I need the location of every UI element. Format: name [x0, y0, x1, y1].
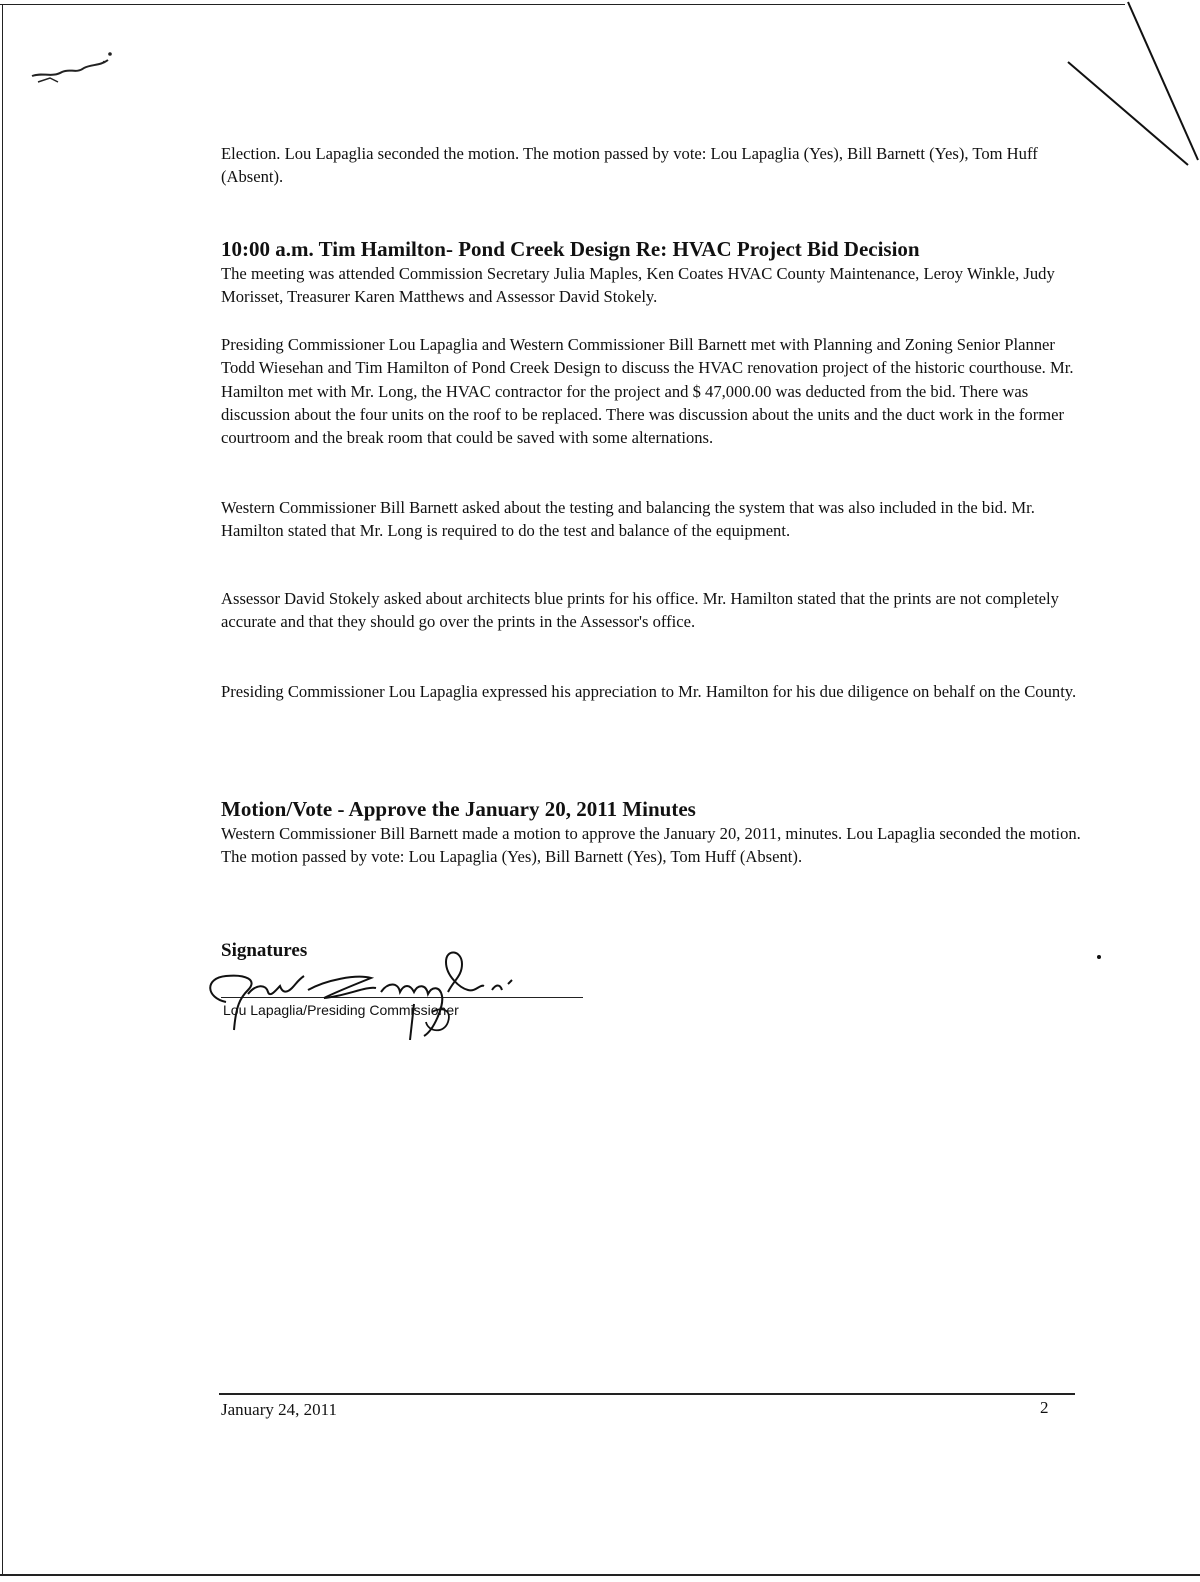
hvac-attendance: The meeting was attended Commission Secretary Julia Maples, Ken Coates HVAC County Maintenance, Leroy Winkle, Judy Morisset, Treasurer Karen Matthews and Assessor David Stokely.	[221, 264, 1055, 307]
hvac-paragraph-2: Western Commissioner Bill Barnett asked about the testing and balancing the system that was also included in the bid. Mr. Hamilton stated that Mr. Long is required to do the test and balance of the equipment.	[221, 498, 1035, 541]
hvac-paragraph-1: Presiding Commissioner Lou Lapaglia and Western Commissioner Bill Barnett met with Planning and Zoning Senior Planner Todd Wiesehan and Tim Hamilton of Pond Creek Design to discuss the HVAC renovation project of the historic courthouse. Mr. Hamilton met with Mr. Long, the HVAC contractor for the project and $ 47,000.00 was deducted from the bid. There was discussion about the four units on the roof to be replaced. There was discussion about the units and the duct work in the former courtroom and the break room that could be saved with some alternations.	[221, 335, 1074, 448]
hvac-heading: 10:00 a.m. Tim Hamilton- Pond Creek Design Re: HVAC Project Bid Decision	[221, 237, 920, 261]
page-number: 2	[1040, 1398, 1049, 1417]
scan-edge-bottom	[0, 1574, 1200, 1576]
intro-paragraph: Election. Lou Lapaglia seconded the motion. The motion passed by vote: Lou Lapaglia (Yes), Bill Barnett (Yes), Tom Huff (Absent).	[221, 144, 1038, 187]
hvac-paragraph-4: Presiding Commissioner Lou Lapaglia expressed his appreciation to Mr. Hamilton for his due diligence on behalf on the County.	[221, 682, 1077, 701]
footer-rule	[219, 1393, 1075, 1395]
scan-edge-top	[0, 4, 1125, 5]
hvac-paragraph-3: Assessor David Stokely asked about architects blue prints for his office. Mr. Hamilton stated that the prints are not completely accurate and that they should go over the prints in the Assessor's office.	[221, 589, 1059, 632]
motion-paragraph: Western Commissioner Bill Barnett made a motion to approve the January 20, 2011, minutes. Lou Lapaglia seconded the motion. The motion passed by vote: Lou Lapaglia (Yes), Bill Barnett (Yes), Tom Huff (Absent).	[221, 824, 1081, 867]
motion-heading: Motion/Vote - Approve the January 20, 2011 Minutes	[221, 797, 696, 821]
signatures-label: Signatures	[221, 940, 308, 961]
scan-dot	[1097, 955, 1101, 959]
signer-name: Lou Lapaglia/Presiding Commissioner	[223, 1002, 459, 1018]
handwritten-signature	[196, 940, 566, 1040]
signature-block	[221, 940, 591, 1040]
scan-edge-left	[2, 4, 3, 1574]
folded-corner-marks	[1060, 0, 1200, 200]
scan-speck-mark	[30, 48, 120, 98]
footer-date: January 24, 2011	[221, 1400, 337, 1419]
